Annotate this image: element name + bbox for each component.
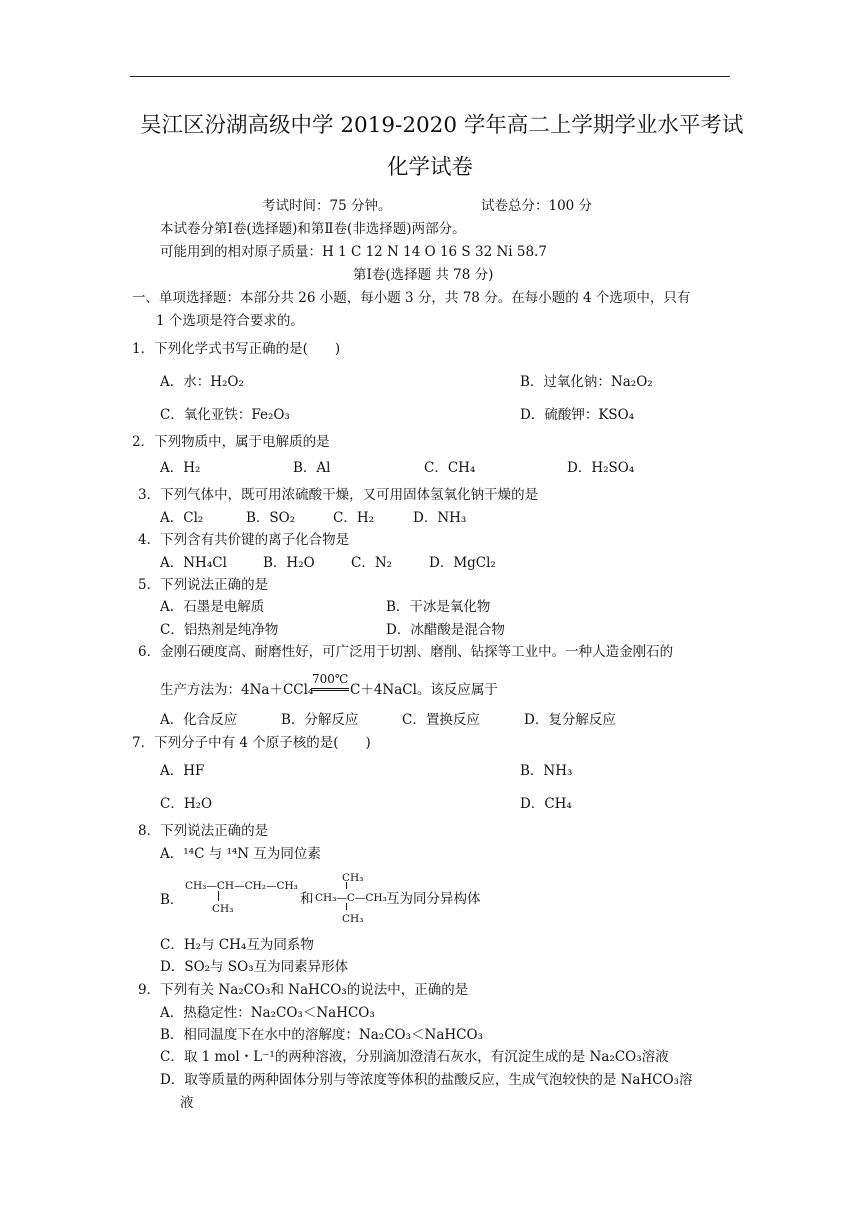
q8-option-b-tail: 互为同分异构体	[386, 891, 481, 907]
q8-stem: 8．下列说法正确的是	[138, 823, 269, 839]
q9-stem: 9．下列有关 Na₂CO₃和 NaHCO₃的说法中，正确的是	[138, 982, 469, 998]
q9-option-b: B．相同温度下在水中的溶解度：Na₂CO₃＜NaHCO₃	[160, 1027, 483, 1043]
q6-reaction-arrow	[311, 688, 349, 689]
q6-reaction-arrow-2	[311, 690, 349, 691]
q9-option-d: D．取等质量的两种固体分别与等浓度等体积的盐酸反应，生成气泡较快的是 NaHCO₃溶	[160, 1072, 693, 1088]
atomic-masses: 可能用到的相对原子质量：H 1 C 12 N 14 O 16 S 32 Ni 58.7	[160, 244, 547, 260]
q7-stem: 7．下列分子中有 4 个原子核的是( )	[132, 735, 371, 751]
q7-option-c: C．H₂O	[160, 796, 213, 812]
part1-instruction: 一、单项选择题：本部分共 26 小题，每小题 3 分，共 78 分。在每小题的 4 个选项中，只有	[132, 290, 691, 306]
q4-option-c: C．N₂	[351, 555, 393, 571]
q8-option-c: C．H₂与 CH₄互为同系物	[160, 937, 314, 953]
exam-time: 考试时间：75 分钟。	[262, 198, 392, 214]
q3-option-a: A．Cl₂	[160, 510, 204, 526]
q2-option-c: C．CH₄	[424, 460, 476, 476]
q1-option-b: B．过氧化钠：Na₂O₂	[520, 374, 653, 390]
q1-option-c: C．氧化亚铁：Fe₂O₃	[160, 407, 290, 423]
q5-stem: 5．下列说法正确的是	[138, 577, 269, 593]
q7-option-d: D．CH₄	[520, 796, 572, 812]
exam-title-line2: 化学试卷	[387, 155, 474, 180]
q3-stem: 3．下列气体中，既可用浓硫酸干燥，又可用固体氢氧化钠干燥的是	[138, 487, 539, 503]
q6-option-b: B．分解反应	[281, 712, 359, 728]
q2-option-a: A．H₂	[160, 460, 201, 476]
q2-option-b: B．Al	[293, 460, 331, 476]
q1-option-a: A．水：H₂O₂	[160, 374, 244, 390]
q4-option-b: B．H₂O	[263, 555, 315, 571]
q8-isobutane-chain: CH₃—CH—CH₂—CH₃	[185, 880, 298, 892]
paper-structure: 本试卷分第Ⅰ卷(选择题)和第Ⅱ卷(非选择题)两部分。	[160, 221, 466, 237]
q5-option-d: D．冰醋酸是混合物	[386, 622, 505, 638]
q3-option-b: B．SO₂	[246, 510, 296, 526]
q4-option-d: D．MgCl₂	[429, 555, 496, 571]
q2-option-d: D．H₂SO₄	[567, 460, 635, 476]
part1-instruction-cont: 1 个选项是符合要求的。	[156, 313, 304, 329]
q8-option-d: D．SO₂与 SO₃互为同素异形体	[160, 959, 349, 975]
q8-option-b-label: B．	[160, 892, 184, 908]
q8-isobutane-branch: CH₃	[212, 903, 234, 915]
q8-neopentane-bottom: CH₃	[342, 913, 364, 925]
q6-option-d: D．复分解反应	[524, 712, 616, 728]
q1-option-d: D．硫酸钾：KSO₄	[520, 407, 635, 423]
q8-neopentane-bond-top	[346, 882, 347, 889]
q6-method-suffix: C＋4NaCl。该反应属于	[350, 682, 498, 698]
q8-neopentane-bond-bottom	[346, 903, 347, 910]
q4-stem: 4．下列含有共价键的离子化合物是	[138, 532, 350, 548]
q2-stem: 2．下列物质中，属于电解质的是	[132, 434, 330, 450]
q6-option-a: A．化合反应	[160, 712, 238, 728]
q6-option-c: C．置换反应	[402, 712, 480, 728]
section-title: 第Ⅰ卷(选择题 共 78 分)	[353, 267, 494, 283]
q6-stem: 6．金刚石硬度高、耐磨性好，可广泛用于切割、磨削、钻探等工业中。一种人造金刚石的	[138, 644, 674, 660]
q6-method-prefix: 生产方法为：4Na＋CCl₄	[160, 682, 314, 698]
q8-and: 和	[300, 891, 314, 907]
q8-neopentane-mid: CH₃—C—CH₃	[315, 892, 387, 904]
exam-title-line1: 吴江区汾湖高级中学 2019-2020 学年高二上学期学业水平考试	[140, 113, 744, 138]
q9-option-a: A．热稳定性：Na₂CO₃＜NaHCO₃	[160, 1005, 375, 1021]
q5-option-c: C．铝热剂是纯净物	[160, 622, 279, 638]
q9-option-d-cont: 液	[180, 1095, 194, 1111]
q1-stem: 1．下列化学式书写正确的是( )	[132, 341, 341, 357]
q4-option-a: A．NH₄Cl	[160, 555, 227, 571]
q7-option-a: A．HF	[160, 763, 205, 779]
q8-neopentane-top: CH₃	[342, 872, 364, 884]
q3-option-c: C．H₂	[333, 510, 375, 526]
q9-option-c: C．取 1 mol・L⁻¹的两种溶液，分别滴加澄清石灰水，有沉淀生成的是 Na₂CO₃溶液	[160, 1049, 669, 1065]
q5-option-a: A．石墨是电解质	[160, 599, 265, 615]
q3-option-d: D．NH₃	[413, 510, 467, 526]
q5-option-b: B．干冰是氧化物	[386, 599, 491, 615]
top-rule	[130, 76, 730, 77]
total-score: 试卷总分：100 分	[481, 198, 593, 214]
q8-option-a: A．¹⁴C 与 ¹⁴N 互为同位素	[160, 846, 321, 862]
q6-reaction-condition: 700℃	[312, 672, 349, 686]
q7-option-b: B．NH₃	[520, 763, 573, 779]
